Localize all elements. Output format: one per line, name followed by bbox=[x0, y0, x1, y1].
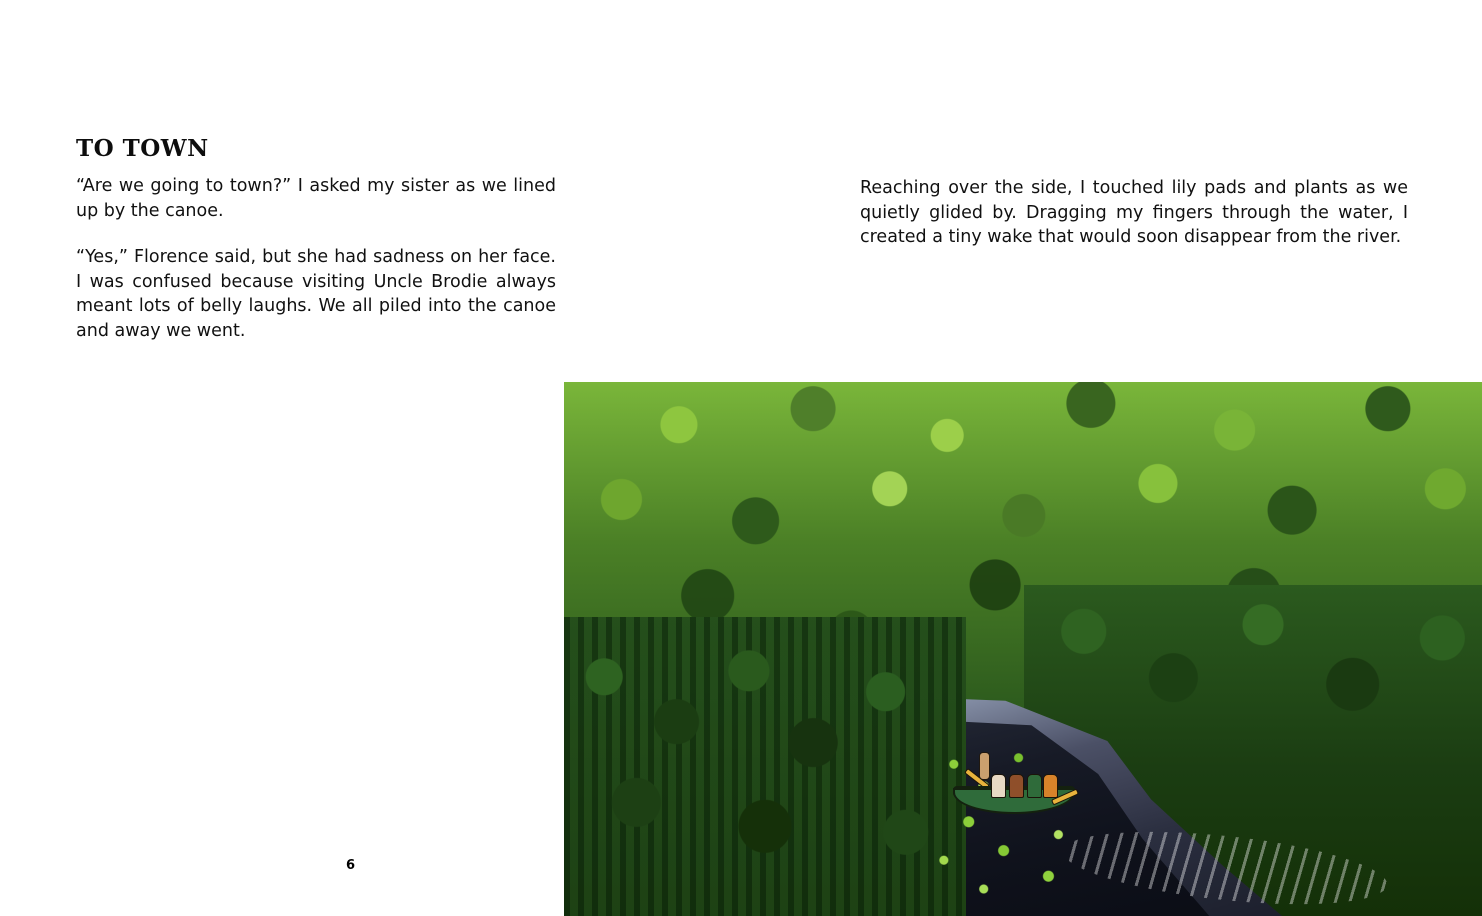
standing-paddler bbox=[979, 752, 990, 780]
passenger bbox=[1009, 774, 1024, 798]
passenger bbox=[1027, 774, 1042, 798]
paragraph: “Are we going to town?” I asked my sister as we lined up by the canoe. bbox=[76, 176, 556, 221]
forest-left-bank-conifers bbox=[564, 617, 966, 916]
page-title: TO TOWN bbox=[76, 135, 209, 163]
text-column-left bbox=[76, 174, 556, 365]
passenger bbox=[991, 774, 1006, 798]
canoe-illustration bbox=[947, 750, 1079, 820]
passenger bbox=[1043, 774, 1058, 798]
page-number: 6 bbox=[346, 858, 356, 873]
text-column-right bbox=[860, 176, 1408, 272]
paragraph: “Yes,” Florence said, but she had sadness on her face. I was confused because visiting Uncle Brodie always meant lots of belly laughs. We all piled into the canoe and away we went. bbox=[76, 247, 556, 341]
paragraph: Reaching over the side, I touched lily pads and plants as we quietly glided by. Dragging my fingers through the water, I created a tiny wake that would soon disappear from the river. bbox=[860, 178, 1408, 247]
illustration-aerial-river-forest bbox=[564, 382, 1482, 916]
